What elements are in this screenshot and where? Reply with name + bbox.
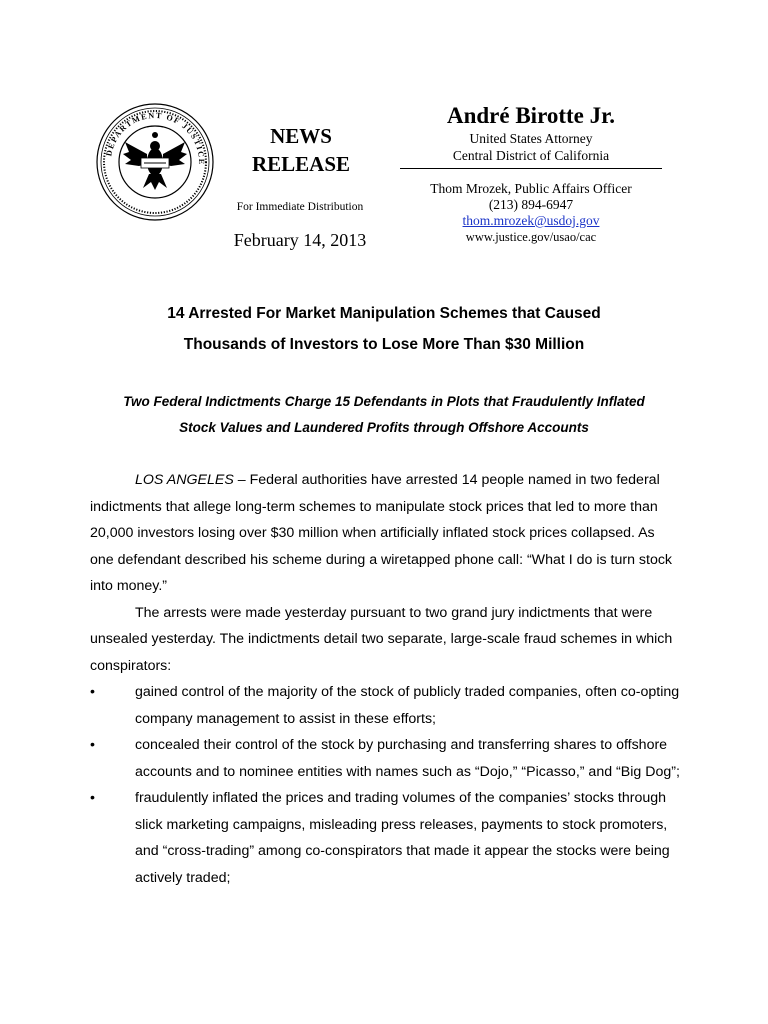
list-item: [90, 732, 680, 785]
list-item-text: concealed their control of the stock by purchasing and transferring shares to offshore accounts and to nominee entities with names such as “Dojo,” “Picasso,” and “Big Dog”;: [135, 737, 680, 780]
contact-website: www.justice.gov/usao/cac: [465, 230, 597, 244]
paragraph-1: [90, 467, 680, 600]
headline: [90, 298, 678, 360]
headline-line-1: 14 Arrested For Market Manipulation Schemes that Caused: [167, 305, 601, 322]
list-item-text: gained control of the majority of the stock of publicly traded companies, often co-opting company management to assist in these efforts;: [135, 684, 680, 727]
bullet-list: [90, 679, 680, 891]
news-label: NEWS: [270, 124, 332, 148]
paragraph-1-text: – Federal authorities have arrested 14 people named in two federal indictments that allege long-term schemes to manipulate stock prices that led to more than 20,000 investors losing over $30 million when artificially inflated stock prices collapsed. As one defendant described his scheme during a wiretapped phone call: “What I do is turn stock into money.”: [90, 472, 673, 594]
headline-line-2: Thousands of Investors to Lose More Than $30 Million: [183, 336, 585, 353]
news-release-heading: [236, 122, 366, 178]
subhead-line-1: Two Federal Indictments Charge 15 Defendants in Plots that Fraudulently Inflated: [123, 394, 645, 409]
list-item: [90, 679, 680, 732]
subheadline: [80, 389, 688, 441]
release-date: February 14, 2013: [233, 230, 367, 250]
contact-block: [400, 181, 662, 245]
attorney-block: [400, 102, 662, 245]
subhead-line-2: Stock Values and Laundered Profits through Offshore Accounts: [179, 420, 589, 435]
paragraph-2: The arrests were made yesterday pursuant to two grand jury indictments that were unsealed yesterday. The indictments detail two separate, large-scale fraud schemes in which conspirators:: [90, 604, 673, 674]
svg-text:DEPARTMENT OF JUSTICE: DEPARTMENT OF JUSTICE: [104, 110, 207, 166]
attorney-name: André Birotte Jr.: [446, 103, 615, 128]
doj-seal: [95, 102, 215, 222]
contact-phone: (213) 894-6947: [488, 197, 574, 212]
dateline: LOS ANGELES: [135, 472, 234, 488]
attorney-title: United States Attorney: [469, 131, 593, 146]
distribution-note: For Immediate Distribution: [236, 201, 364, 213]
list-item-text: fraudulently inflated the prices and trading volumes of the companies’ stocks through slick marketing campaigns, misleading press releases, payments to stock promoters, and “cross-trading” among co-conspirators that made it appear the stocks were being actively traded;: [135, 790, 670, 886]
release-label: RELEASE: [251, 152, 351, 176]
contact-email-link[interactable]: thom.mrozek@usdoj.gov: [462, 213, 600, 228]
header-rule: [400, 168, 662, 169]
list-item: [90, 785, 680, 891]
doj-seal-icon: [95, 102, 215, 222]
bullet-icon: •: [90, 737, 95, 753]
bullet-icon: •: [90, 684, 95, 700]
body-text: [90, 467, 680, 891]
attorney-district: Central District of California: [452, 148, 610, 163]
bullet-icon: •: [90, 790, 95, 806]
contact-officer: Thom Mrozek, Public Affairs Officer: [430, 181, 632, 196]
